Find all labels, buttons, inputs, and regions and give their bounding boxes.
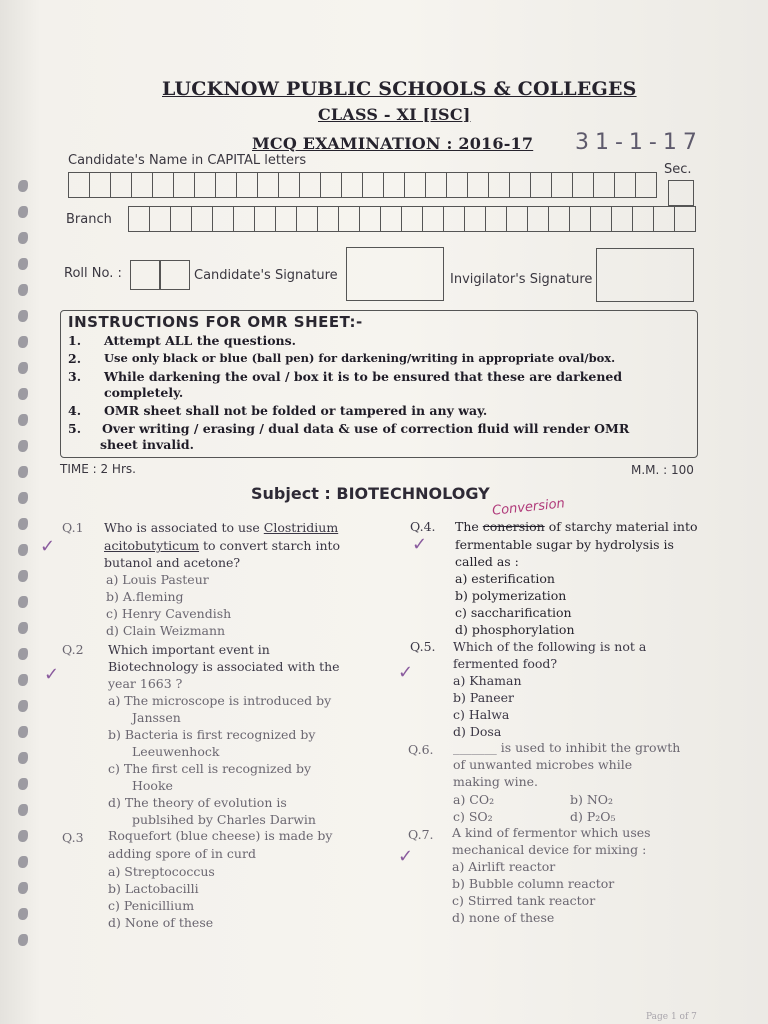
question-number: Q.7. <box>408 827 434 842</box>
subject-title: Subject : BIOTECHNOLOGY <box>251 484 490 503</box>
option: b) Lactobacilli <box>108 881 199 896</box>
name-label: Candidate's Name in CAPITAL letters <box>68 153 307 168</box>
option: a) CO₂ <box>453 792 495 807</box>
question-text: year 1663 ? <box>108 676 183 691</box>
instruction-num: 1. <box>68 333 82 348</box>
school-title: LUCKNOW PUBLIC SCHOOLS & COLLEGES <box>162 78 637 100</box>
question-number: Q.4. <box>410 519 436 534</box>
marks-label: M.M. : 100 <box>631 463 694 477</box>
question-number: Q.2 <box>62 642 84 657</box>
question-text: Which important event in <box>108 642 270 657</box>
tick-mark-icon: ✓ <box>398 662 414 683</box>
question-text: of unwanted microbes while <box>453 757 633 772</box>
option: a) The microscope is introduced by <box>108 693 332 708</box>
instruction-text-cont: completely. <box>104 385 184 400</box>
option: b) Bubble column reactor <box>452 876 615 891</box>
tick-mark-icon: ✓ <box>44 664 60 685</box>
tick-mark-icon: ✓ <box>398 846 414 867</box>
instruction-num: 5. <box>68 421 82 436</box>
roll-box-2[interactable] <box>160 260 190 290</box>
question-text: acitobutyticum to convert starch into <box>104 538 341 553</box>
exam-title: MCQ EXAMINATION : 2016-17 <box>252 134 534 153</box>
instruction-text: While darkening the oval / box it is to be ensured that these are darkened <box>104 369 623 384</box>
option: c) Penicillium <box>108 898 195 913</box>
option-cont: Leeuwenhock <box>132 744 220 759</box>
question-text: A kind of fermentor which uses <box>452 825 651 840</box>
instruction-text: OMR sheet shall not be folded or tampered in any way. <box>104 403 488 418</box>
question-text: making wine. <box>453 774 539 789</box>
option: d) P₂O₅ <box>570 809 616 824</box>
instructions-title: INSTRUCTIONS FOR OMR SHEET:- <box>68 313 363 331</box>
option: a) Louis Pasteur <box>106 572 209 587</box>
question-number: Q.1 <box>62 520 84 535</box>
option: c) saccharification <box>455 605 572 620</box>
question-text: adding spore of in curd <box>108 846 256 861</box>
invigilator-signature-label: Invigilator's Signature <box>450 272 593 287</box>
time-label: TIME : 2 Hrs. <box>60 462 136 476</box>
option: b) NO₂ <box>570 792 614 807</box>
class-title: CLASS - XI [ISC] <box>318 105 471 124</box>
question-number: Q.3 <box>62 830 84 845</box>
tick-mark-icon: ✓ <box>40 536 56 557</box>
question-text: called as : <box>455 554 519 569</box>
option: a) esterification <box>455 571 555 586</box>
binding-holes <box>8 180 36 1020</box>
option-cont: publsihed by Charles Darwin <box>132 812 316 827</box>
option: b) polymerization <box>455 588 567 603</box>
option: c) Henry Cavendish <box>106 606 232 621</box>
handwritten-date: 31-1-17 <box>575 130 703 155</box>
option: c) SO₂ <box>453 809 493 824</box>
handwritten-correction: Conversion <box>491 496 566 519</box>
name-boxes[interactable] <box>68 172 656 198</box>
question-text: The conersion of starchy material into <box>455 519 698 534</box>
option: d) Dosa <box>453 724 502 739</box>
instruction-num: 3. <box>68 369 82 384</box>
page-number: Page 1 of 7 <box>646 1012 697 1022</box>
question-number: Q.6. <box>408 742 434 757</box>
sec-box[interactable] <box>668 180 694 206</box>
option: d) None of these <box>108 915 214 930</box>
roll-box-1[interactable] <box>130 260 160 290</box>
option: b) Bacteria is first recognized by <box>108 727 316 742</box>
candidate-signature-label: Candidate's Signature <box>194 268 338 283</box>
question-number: Q.5. <box>410 639 436 654</box>
option: a) Airlift reactor <box>452 859 556 874</box>
question-text: Roquefort (blue cheese) is made by <box>108 828 333 843</box>
instruction-text: Attempt ALL the questions. <box>104 333 297 348</box>
option-cont: Hooke <box>132 778 173 793</box>
instruction-num: 2. <box>68 351 82 366</box>
question-text: butanol and acetone? <box>104 555 241 570</box>
invigilator-signature-box[interactable] <box>596 248 694 302</box>
option: d) none of these <box>452 910 555 925</box>
sec-label: Sec. <box>664 162 692 177</box>
option: d) phosphorylation <box>455 622 575 637</box>
candidate-signature-box[interactable] <box>346 247 444 301</box>
question-text: fermentable sugar by hydrolysis is <box>455 537 674 552</box>
question-text: Who is associated to use Clostridium <box>104 520 339 535</box>
roll-label: Roll No. : <box>64 266 122 281</box>
option-cont: Janssen <box>132 710 181 725</box>
option: c) The first cell is recognized by <box>108 761 312 776</box>
instruction-text: Use only black or blue (ball pen) for darkening/writing in appropriate oval/box. <box>104 351 616 365</box>
option: a) Streptococcus <box>108 864 215 879</box>
option: b) A.fleming <box>106 589 184 604</box>
instruction-num: 4. <box>68 403 82 418</box>
option: a) Khaman <box>453 673 522 688</box>
branch-boxes[interactable] <box>128 206 695 232</box>
tick-mark-icon: ✓ <box>412 534 428 555</box>
option: c) Stirred tank reactor <box>452 893 596 908</box>
question-text: mechanical device for mixing : <box>452 842 647 857</box>
option: d) The theory of evolution is <box>108 795 287 810</box>
question-text: Biotechnology is associated with the <box>108 659 340 674</box>
question-text: Which of the following is not a <box>453 639 647 654</box>
question-text: fermented food? <box>453 656 558 671</box>
option: c) Halwa <box>453 707 510 722</box>
option: b) Paneer <box>453 690 514 705</box>
instruction-text: Over writing / erasing / dual data & use of correction fluid will render OMR <box>102 421 630 436</box>
option: d) Clain Weizmann <box>106 623 226 638</box>
branch-label: Branch <box>66 212 112 227</box>
question-text: _______ is used to inhibit the growth <box>453 740 681 755</box>
instruction-text-cont: sheet invalid. <box>100 437 194 452</box>
